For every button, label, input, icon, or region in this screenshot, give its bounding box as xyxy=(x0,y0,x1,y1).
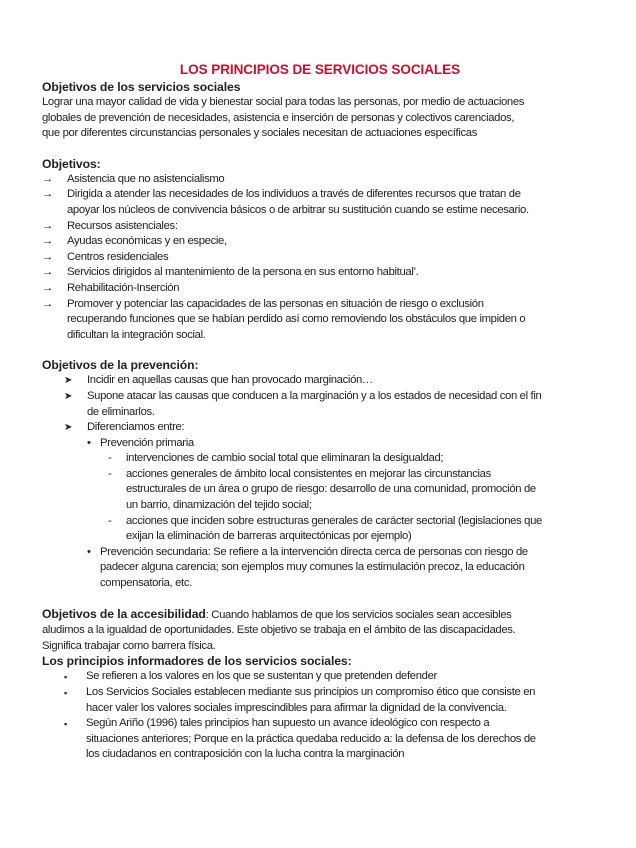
list-item: ▪ Se refieren a los valores en los que se sustentan y que pretenden defender xyxy=(42,669,598,685)
list-item: ➤ Supone atacar las causas que conducen a la marginación y a los estados de necesidad con el fin de eliminarlos. xyxy=(64,389,542,418)
section-heading: Los principios informadores de los servicios sociales: xyxy=(42,654,352,669)
list-item: - intervenciones de cambio social total que eliminaran la desigualdad; xyxy=(42,451,598,467)
arrow-icon: → xyxy=(42,219,53,232)
objetivos-list xyxy=(42,172,598,344)
dash-bullet-icon: - xyxy=(108,452,112,465)
arrow-icon: → xyxy=(42,266,53,279)
section-principios xyxy=(42,654,598,763)
list-item: ➤ Incidir en aquellas causas que han provocado marginación… xyxy=(42,373,598,389)
paragraph-line: que por diferentes circunstancias personales y sociales necesitan de actuaciones específicas xyxy=(42,127,478,140)
dot-bullet-icon: • xyxy=(87,436,91,449)
primaria-sublist xyxy=(42,451,598,545)
section-prevencion xyxy=(42,358,598,591)
document-page xyxy=(42,62,598,763)
triangle-bullet-icon: ➤ xyxy=(64,390,73,402)
principios-list xyxy=(42,669,598,763)
list-item: ➤ Diferenciamos entre: xyxy=(42,420,598,436)
paragraph-line: Significa trabajar como barrera física. xyxy=(42,639,216,652)
list-item: → Centros residenciales xyxy=(42,250,598,266)
list-item: → Recursos asistenciales: xyxy=(42,219,598,235)
document-title: LOS PRINCIPIOS DE SERVICIOS SOCIALES xyxy=(179,62,461,77)
list-item: • Prevención primaria xyxy=(42,436,598,452)
section-heading: Objetivos de los servicios sociales xyxy=(42,80,241,94)
arrow-icon: → xyxy=(42,250,53,263)
arrow-icon: → xyxy=(42,172,53,185)
paragraph-line: globales de prevención de necesidades, asistencia e inserción de personas y colectivos carenciados, xyxy=(42,111,515,124)
square-bullet-icon: ▪ xyxy=(64,688,67,698)
square-bullet-icon: ▪ xyxy=(64,672,67,683)
triangle-bullet-icon: ➤ xyxy=(64,375,73,387)
dot-bullet-icon: • xyxy=(87,545,91,558)
section-accesibilidad xyxy=(42,607,598,655)
list-item: ▪ Según Ariño (1996) tales principios han supuesto un avance ideológico con respecto a situaciones anteriores; Porque en la práctica quedaba reducido a: la defensa de los derechos de los ciudadanos en contraposición con la lucha contra la marginación xyxy=(64,717,536,761)
section-heading: Objetivos: xyxy=(42,156,101,171)
list-item: → Dirigida a atender las necesidades de los individuos a través de diferentes recursos que tratan de apoyar los núcleos de convivencia básicos o de arbitrar su sustitución cuando se estime necesario. xyxy=(42,188,529,216)
list-item: → Promover y potenciar las capacidades de las personas en situación de riesgo o exclusión recuperando funciones que se habían perdido así como removiendo los obstáculos que impiden o dificultan la integración social. xyxy=(42,297,526,341)
list-item: - acciones generales de ámbito local consistentes en mejorar las circunstancias estructurales de un área o grupo de riesgo: desarrollo de una comunidad, promoción de un barrio, dinamización del tejido social; xyxy=(108,467,536,512)
dash-bullet-icon: - xyxy=(108,467,112,480)
list-item: → Servicios dirigidos al mantenimiento de la persona en sus entorno habitual’. xyxy=(42,265,598,281)
paragraph-line: Lograr una mayor calidad de vida y bienestar social para todas las personas, por medio de actuaciones xyxy=(42,96,525,108)
prevencion-types-list xyxy=(42,545,598,592)
list-item: → Asistencia que no asistencialismo xyxy=(42,172,598,188)
section-heading: Objetivos de la prevención: xyxy=(42,358,199,373)
paragraph-line: aludimos a la igualdad de oportunidades. Este objetivo se trabaja en el ámbito de las discapacidades. xyxy=(42,624,516,637)
square-bullet-icon: ▪ xyxy=(64,719,67,730)
prevencion-list xyxy=(42,373,598,435)
dash-bullet-icon: - xyxy=(108,514,112,527)
section-objetivos xyxy=(42,157,598,344)
paragraph-line: Objetivos de la accesibilidad: Cuando hablamos de que los servicios sociales sean accesibles xyxy=(42,606,512,621)
list-item: → Ayudas económicas y en especie, xyxy=(42,234,598,250)
section-heading: Objetivos de la accesibilidad xyxy=(42,606,206,621)
list-item: → Rehabilitación-Inserción xyxy=(42,281,598,297)
arrow-icon: → xyxy=(42,188,53,201)
triangle-bullet-icon: ➤ xyxy=(64,422,73,434)
arrow-icon: → xyxy=(42,235,53,248)
list-item: - acciones que inciden sobre estructuras generales de carácter sectorial (legislaciones que exijan la eliminación de barreras arquitectónicas por ejemplo) xyxy=(108,514,542,543)
section-objetivos-servicios xyxy=(42,80,598,142)
list-item: ▪ Los Servicios Sociales establecen mediante sus principios un compromiso ético que consiste en hacer valer los valores sociales imprescindibles para afirmar la dignidad de la convivencia. xyxy=(64,686,536,714)
prevencion-types-list xyxy=(42,436,598,452)
list-item: • Prevención secundaria: Se refiere a la intervención directa cerca de personas con riesgo de padecer alguna carencia; son ejemplos muy comunes la estimulación precoz, la educación compensatoria, etc. xyxy=(87,545,528,590)
arrow-icon: → xyxy=(42,297,53,310)
arrow-icon: → xyxy=(42,281,53,294)
